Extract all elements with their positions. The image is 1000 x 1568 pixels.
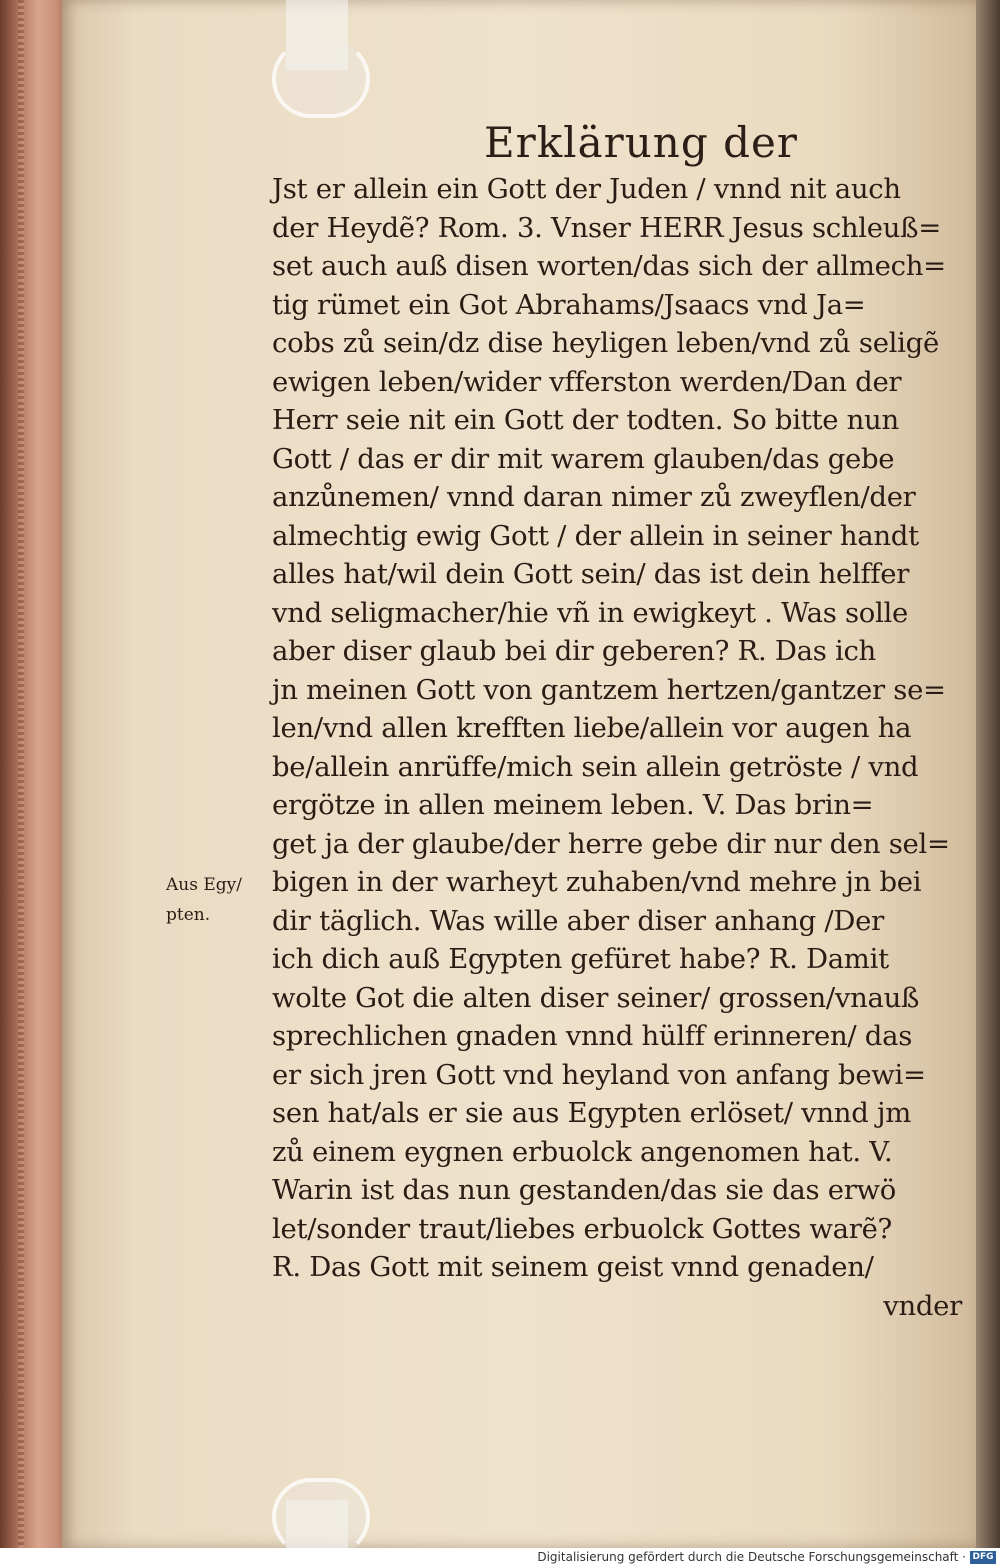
- dfg-logo: DFG: [970, 1551, 996, 1564]
- text-line: cobs zů sein/dz dise heyligen leben/vnd zů seligẽ: [272, 327, 939, 359]
- text-line: vnd seligmacher/hie vñ in ewigkeyt . Was solle: [272, 596, 909, 629]
- text-line: tig rümet ein Got Abrahams/Jsaacs vnd Ja=: [272, 288, 866, 321]
- text-line: Warin ist das nun gestanden/das sie das erwö: [272, 1174, 897, 1206]
- page-clip-top: [272, 40, 370, 118]
- text-line: get ja der glaube/der herre gebe dir nur den sel=: [272, 827, 950, 860]
- footer-bar: [0, 1548, 1000, 1568]
- text-line: Jst er allein ein Gott der Juden / vnnd nit auch: [272, 173, 901, 205]
- text-line: ewigen leben/wider vfferston werden/Dan der: [272, 365, 902, 398]
- text-line: set auch auß disen worten/das sich der allmech=: [272, 250, 946, 282]
- text-line: ergötze in allen meinem leben. V. Das brin=: [272, 789, 874, 821]
- text-line: der Heydẽ? Rom. 3. Vnser HERR Jesus schleuß=: [272, 211, 941, 244]
- text-line: aber diser glaub bei dir geberen? R. Das ich: [272, 635, 876, 667]
- text-line: zů einem eygnen erbuolck angenomen hat. V.: [272, 1135, 893, 1168]
- text-line: er sich jren Gott vnd heyland von anfang bewi=: [272, 1058, 926, 1091]
- text-line: R. Das Gott mit seinem geist vnnd genaden/: [272, 1251, 874, 1283]
- page-heading: Erklärung der: [484, 118, 798, 167]
- text-line: jn meinen Gott von gantzem hertzen/gantzer se=: [272, 673, 946, 706]
- text-line: almechtig ewig Gott / der allein in seiner handt: [272, 519, 919, 552]
- text-line: wolte Got die alten diser seiner/ grossen/vnauß: [272, 981, 920, 1014]
- text-line: sen hat/als er sie aus Egypten erlöset/ vnnd jm: [272, 1097, 911, 1129]
- marginal-note-line: Aus Egy/: [166, 875, 242, 895]
- text-line: len/vnd allen krefften liebe/allein vor augen ha: [272, 712, 912, 744]
- book-edge: [0, 0, 70, 1548]
- body-text: [272, 170, 962, 1325]
- text-line: Gott / das er dir mit warem glauben/das gebe: [272, 442, 895, 475]
- text-line: be/allein anrüffe/mich sein allein getröste / vnd: [272, 750, 919, 783]
- marginal-note-line: pten.: [166, 905, 211, 925]
- text-line: let/sonder traut/liebes erbuolck Gottes warẽ?: [272, 1212, 892, 1245]
- text-line: bigen in der warheyt zuhaben/vnd mehre jn bei: [272, 866, 922, 898]
- text-line: alles hat/wil dein Gott sein/ das ist dein helffer: [272, 558, 910, 590]
- text-line: ich dich auß Egypten gefüret habe? R. Damit: [272, 943, 889, 975]
- funding-credit: Digitalisierung gefördert durch die Deutsche Forschungsgemeinschaft ·: [537, 1550, 966, 1564]
- text-line: Herr seie nit ein Gott der todten. So bitte nun: [272, 404, 899, 436]
- text-line: dir täglich. Was wille aber diser anhang /Der: [272, 904, 884, 937]
- text-line: sprechlichen gnaden vnnd hülff erinneren/ das: [272, 1020, 913, 1052]
- text-line: anzůnemen/ vnnd daran nimer zů zweyflen/der: [272, 481, 916, 513]
- marginal-note: [166, 870, 242, 930]
- page-gutter-shadow: [976, 0, 1000, 1548]
- page-clip-bottom: [272, 1478, 370, 1556]
- catchword: vnder: [883, 1289, 962, 1322]
